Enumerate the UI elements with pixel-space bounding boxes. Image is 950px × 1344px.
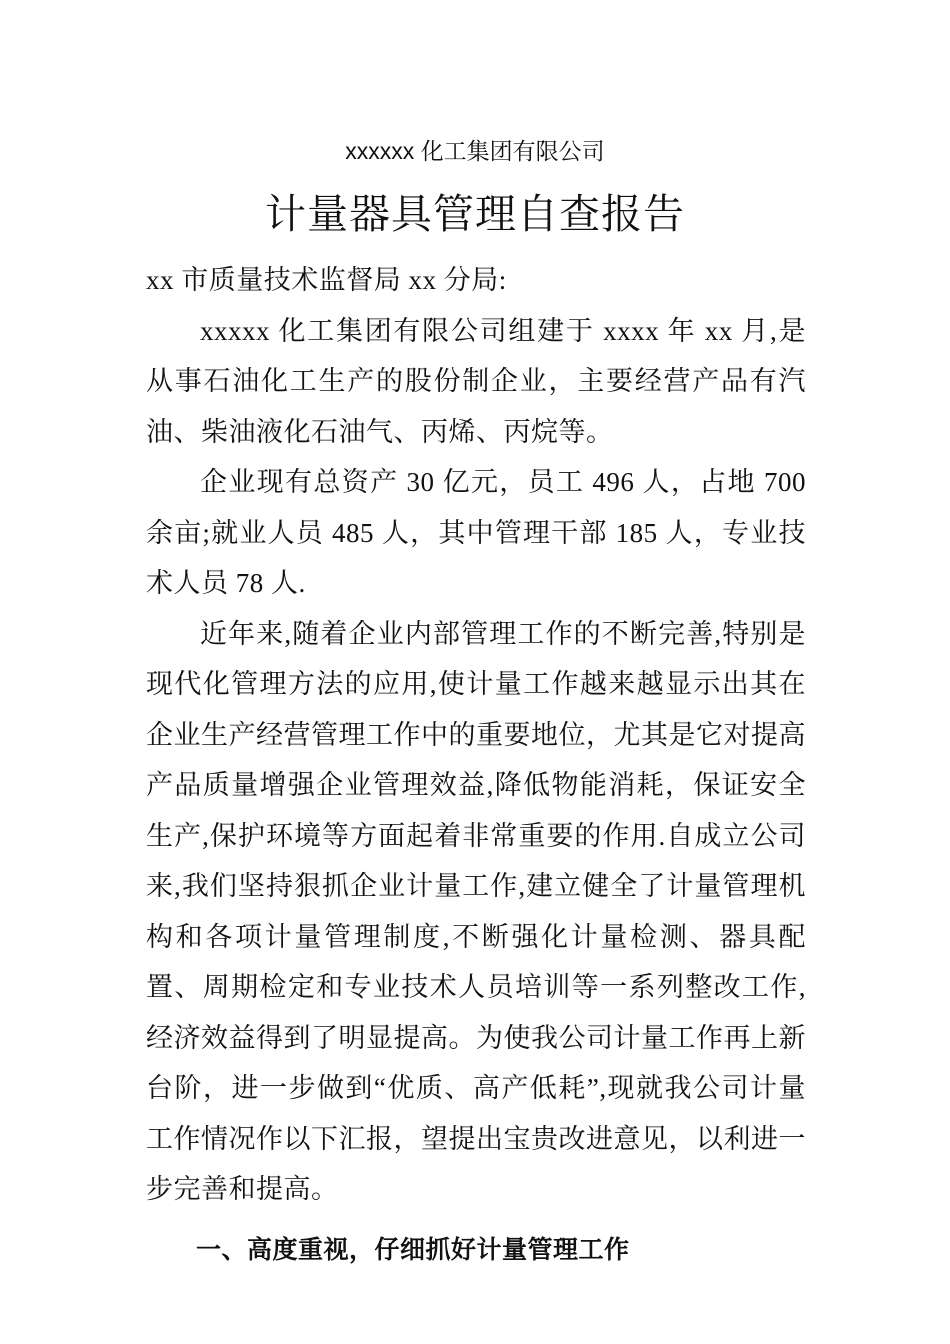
salutation: xx 市质量技术监督局 xx 分局: (146, 265, 507, 295)
section-heading: 一、高度重视，仔细抓好计量管理工作 (196, 1234, 630, 1264)
report-title: 计量器具管理自查报告 (265, 191, 685, 237)
company-name: xxxxxx 化工集团有限公司 (345, 138, 605, 164)
report-body (146, 255, 806, 1275)
paragraph-company-stats: 企业现有总资产 30 亿元，员工 496 人，占地 700 余亩;就业人员 485 人，其中管理干部 185 人，专业技术人员 78 人. (146, 467, 806, 598)
paragraph-company-intro: xxxxx 化工集团有限公司组建于 xxxx 年 xx 月,是从事石油化工生产的股份制企业，主要经营产品有汽油、柴油液化石油气、丙烯、丙烷等。 (146, 315, 806, 447)
paragraph-metrology-work: 近年来,随着企业内部管理工作的不断完善,特别是现代化管理方法的应用,使计量工作越来越显示出其在企业生产经营管理工作中的重要地位，尤其是它对提高产品质量增强企业管理效益,降低物能消耗，保证安全生产,保护环境等方面起着非常重要的作用.自成立公司来,我们坚持狠抓企业计量工作,建立健全了计量管理机构和各项计量管理制度,不断强化计量检测、器具配置、周期检定和专业技术人员培训等一系列整改工作,经济效益得到了明显提高。为使我公司计量工作再上新台阶，进一步做到“优质、高产低耗”,现就我公司计量工作情况作以下汇报，望提出宝贵改进意见，以利进一步完善和提高。 (146, 618, 806, 1204)
